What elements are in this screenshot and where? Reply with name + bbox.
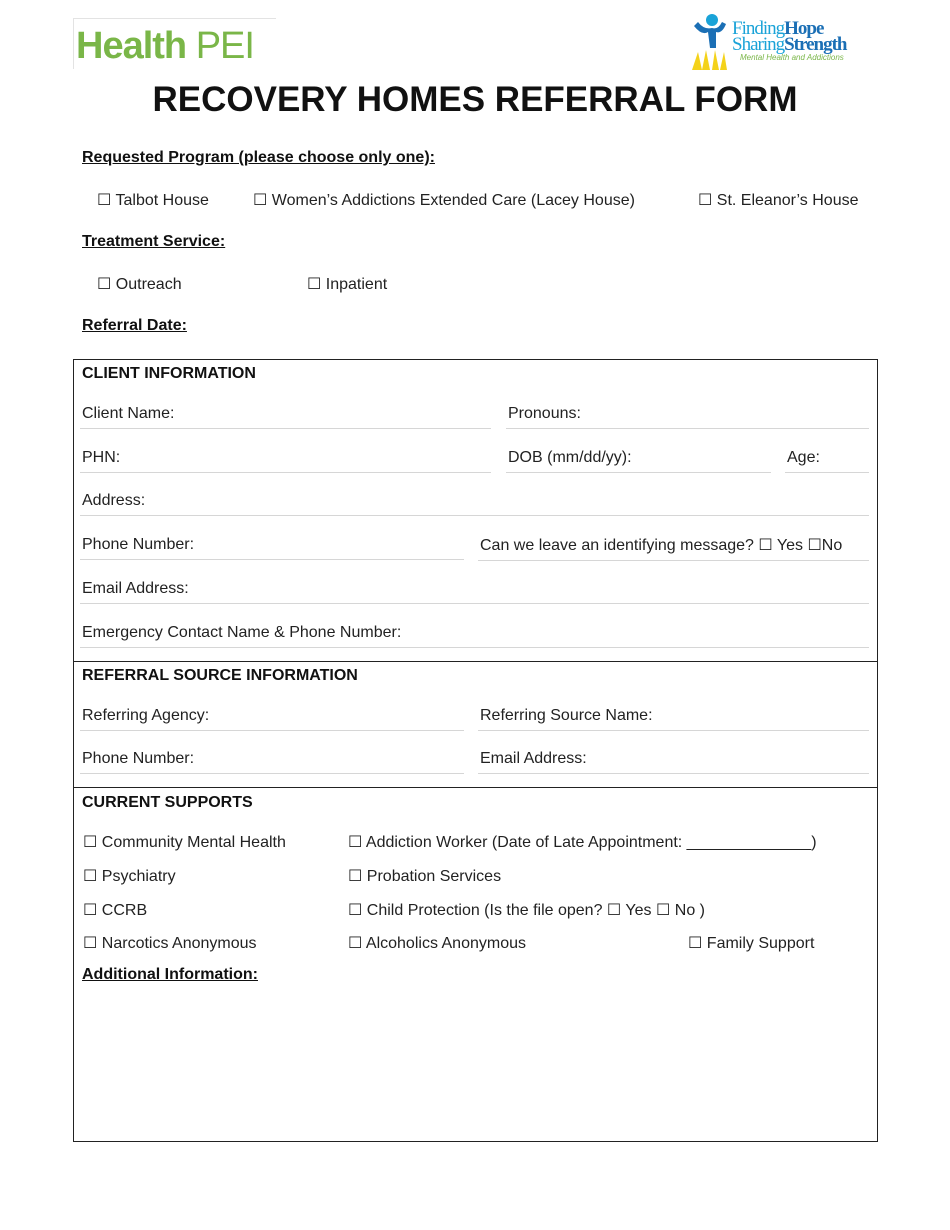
- support-probation-services[interactable]: ☐ Probation Services: [348, 868, 502, 885]
- treatment-service-label: Treatment Service:: [82, 233, 226, 250]
- emergency-contact-field[interactable]: [80, 617, 869, 648]
- client-name-field[interactable]: [80, 398, 491, 429]
- additional-information-label: Additional Information:: [82, 966, 258, 983]
- additional-information-area[interactable]: [80, 992, 870, 1132]
- current-supports-heading: CURRENT SUPPORTS: [82, 794, 253, 811]
- pronouns-label: Pronouns:: [508, 405, 581, 422]
- support-child-protection[interactable]: ☐ Child Protection (Is the file open? ☐ Yes ☐ No ): [348, 902, 705, 919]
- phn-label: PHN:: [82, 449, 121, 466]
- referring-agency-label: Referring Agency:: [82, 707, 210, 724]
- phn-field[interactable]: [80, 442, 491, 473]
- referral-phone-field[interactable]: [80, 743, 464, 774]
- client-email-label: Email Address:: [82, 580, 189, 597]
- referral-phone-label: Phone Number:: [82, 750, 195, 767]
- age-field[interactable]: [785, 442, 869, 473]
- address-label: Address:: [82, 492, 146, 509]
- referring-source-name-field[interactable]: [478, 700, 869, 731]
- support-narcotics-anonymous[interactable]: ☐ Narcotics Anonymous: [83, 935, 257, 952]
- referral-date-label: Referral Date:: [82, 317, 187, 334]
- referral-source-heading: REFERRAL SOURCE INFORMATION: [82, 667, 358, 684]
- person-figure-icon: [688, 12, 728, 72]
- page-title: RECOVERY HOMES REFERRAL FORM: [152, 80, 798, 119]
- logo-line-2: SharingStrength: [732, 34, 847, 55]
- section-divider: [73, 661, 878, 662]
- support-psychiatry[interactable]: ☐ Psychiatry: [83, 868, 176, 885]
- dob-label: DOB (mm/dd/yy):: [508, 449, 632, 466]
- age-label: Age:: [787, 449, 820, 466]
- support-addiction-worker[interactable]: ☐ Addiction Worker (Date of Late Appointment: ______________): [348, 834, 817, 851]
- referral-email-label: Email Address:: [480, 750, 587, 767]
- support-ccrb[interactable]: ☐ CCRB: [83, 902, 148, 919]
- client-email-field[interactable]: [80, 573, 869, 604]
- support-alcoholics-anonymous[interactable]: ☐ Alcoholics Anonymous: [348, 935, 526, 952]
- dob-field[interactable]: [506, 442, 771, 473]
- option-lacey-house[interactable]: ☐ Women’s Addictions Extended Care (Lacey House): [253, 192, 635, 209]
- support-family-support[interactable]: ☐ Family Support: [688, 935, 815, 952]
- identifying-message-label: Can we leave an identifying message? ☐ Yes ☐No: [480, 537, 843, 554]
- emergency-contact-label: Emergency Contact Name & Phone Number:: [82, 624, 402, 641]
- health-pei-logo-text: Health PEI: [76, 25, 254, 67]
- referring-source-name-label: Referring Source Name:: [480, 707, 653, 724]
- option-inpatient[interactable]: ☐ Inpatient: [307, 276, 388, 293]
- logo-line-1: FindingHope: [732, 18, 824, 39]
- option-talbot-house[interactable]: ☐ Talbot House: [97, 192, 209, 209]
- client-phone-field[interactable]: [80, 529, 464, 560]
- client-phone-label: Phone Number:: [82, 536, 195, 553]
- health-pei-logo: [73, 18, 276, 69]
- client-name-label: Client Name:: [82, 405, 175, 422]
- address-field[interactable]: [80, 485, 869, 516]
- pronouns-field[interactable]: [506, 398, 869, 429]
- section-divider: [73, 787, 878, 788]
- client-info-heading: CLIENT INFORMATION: [82, 365, 256, 382]
- referring-agency-field[interactable]: [80, 700, 464, 731]
- option-outreach[interactable]: ☐ Outreach: [97, 276, 182, 293]
- finding-hope-logo: [688, 12, 873, 74]
- option-st-eleanors-house[interactable]: ☐ St. Eleanor’s House: [698, 192, 859, 209]
- requested-program-label: Requested Program (please choose only one):: [82, 149, 435, 166]
- identifying-message-field[interactable]: [478, 530, 869, 561]
- referral-email-field[interactable]: [478, 743, 869, 774]
- logo-tagline: Mental Health and Addictions: [740, 53, 844, 62]
- support-community-mental-health[interactable]: ☐ Community Mental Health: [83, 834, 286, 851]
